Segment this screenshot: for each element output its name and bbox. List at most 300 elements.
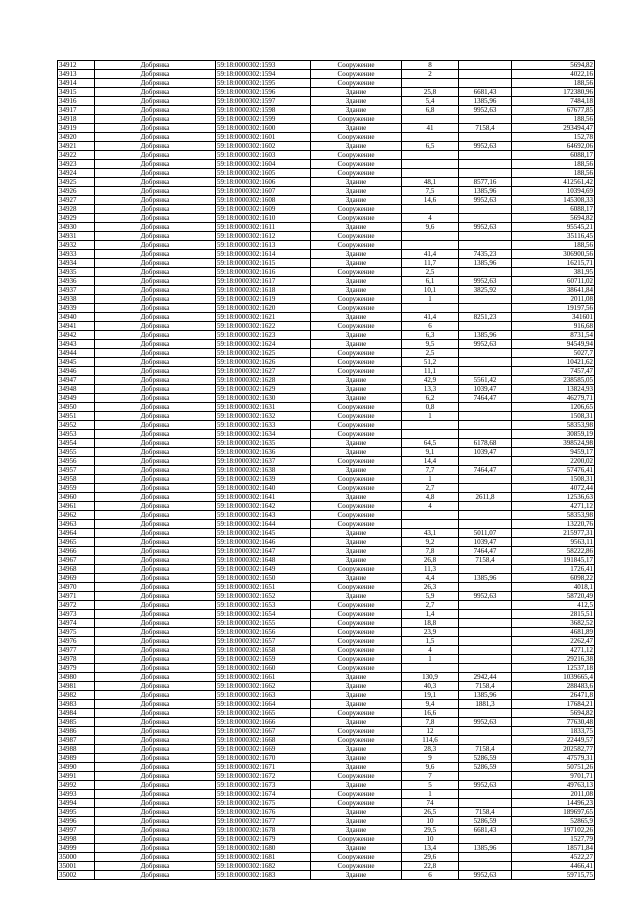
area-cell: 9,2	[402, 538, 459, 547]
locality-cell: Добрянка	[95, 538, 216, 547]
row-number-cell: 34937	[58, 286, 95, 295]
area-cell: 64,5	[402, 439, 459, 448]
cadastral-value-cell: 188,56	[512, 241, 595, 250]
row-number-cell: 34972	[58, 601, 95, 610]
cadastral-value-cell: 12536,63	[512, 493, 595, 502]
table-row	[58, 763, 595, 772]
cadastral-number-cell: 59:18:0000302:1636	[216, 448, 311, 457]
locality-cell: Добрянка	[95, 565, 216, 574]
specific-value-cell	[459, 232, 512, 241]
table-row	[58, 628, 595, 637]
area-cell: 11,3	[402, 565, 459, 574]
cadastral-number-cell: 59:18:0000302:1614	[216, 250, 311, 259]
area-cell: 13,4	[402, 844, 459, 853]
area-cell	[402, 421, 459, 430]
row-number-cell: 34960	[58, 493, 95, 502]
locality-cell: Добрянка	[95, 871, 216, 880]
specific-value-cell: 6681,43	[459, 88, 512, 97]
specific-value-cell: 7464,47	[459, 394, 512, 403]
row-number-cell: 34921	[58, 142, 95, 151]
specific-value-cell	[459, 457, 512, 466]
specific-value-cell	[459, 61, 512, 70]
specific-value-cell	[459, 799, 512, 808]
table-row	[58, 367, 595, 376]
row-number-cell: 34963	[58, 520, 95, 529]
specific-value-cell: 1385,96	[459, 259, 512, 268]
specific-value-cell	[459, 853, 512, 862]
row-number-cell: 34989	[58, 754, 95, 763]
cadastral-number-cell: 59:18:0000302:1641	[216, 493, 311, 502]
row-number-cell: 34917	[58, 106, 95, 115]
table-row	[58, 313, 595, 322]
locality-cell: Добрянка	[95, 322, 216, 331]
cadastral-value-cell: 13220,76	[512, 520, 595, 529]
cadastral-number-cell: 59:18:0000302:1673	[216, 781, 311, 790]
specific-value-cell: 6681,43	[459, 826, 512, 835]
row-number-cell: 34970	[58, 583, 95, 592]
cadastral-value-cell: 188,56	[512, 169, 595, 178]
locality-cell: Добрянка	[95, 592, 216, 601]
locality-cell: Добрянка	[95, 277, 216, 286]
row-number-cell: 34974	[58, 619, 95, 628]
area-cell: 1	[402, 295, 459, 304]
table-row	[58, 178, 595, 187]
row-number-cell: 34948	[58, 385, 95, 394]
table-row	[58, 529, 595, 538]
specific-value-cell: 1385,96	[459, 844, 512, 853]
locality-cell: Добрянка	[95, 781, 216, 790]
locality-cell: Добрянка	[95, 367, 216, 376]
specific-value-cell	[459, 646, 512, 655]
area-cell	[402, 169, 459, 178]
table-row	[58, 745, 595, 754]
locality-cell: Добрянка	[95, 745, 216, 754]
row-number-cell: 34922	[58, 151, 95, 160]
row-number-cell: 34947	[58, 376, 95, 385]
cadastral-value-cell: 3682,52	[512, 619, 595, 628]
object-type-cell: Сооружение	[311, 412, 402, 421]
cadastral-number-cell: 59:18:0000302:1664	[216, 700, 311, 709]
object-type-cell: Сооружение	[311, 241, 402, 250]
area-cell: 29,6	[402, 853, 459, 862]
specific-value-cell	[459, 349, 512, 358]
cadastral-value-cell: 1527,79	[512, 835, 595, 844]
locality-cell: Добрянка	[95, 556, 216, 565]
cadastral-number-cell: 59:18:0000302:1604	[216, 160, 311, 169]
row-number-cell: 34939	[58, 304, 95, 313]
object-type-cell: Сооружение	[311, 151, 402, 160]
cadastral-number-cell: 59:18:0000302:1681	[216, 853, 311, 862]
table-row	[58, 322, 595, 331]
specific-value-cell	[459, 268, 512, 277]
cadastral-value-cell: 1206,65	[512, 403, 595, 412]
cadastral-value-cell: 95545,21	[512, 223, 595, 232]
row-number-cell: 35001	[58, 862, 95, 871]
object-type-cell: Сооружение	[311, 862, 402, 871]
object-type-cell: Сооружение	[311, 565, 402, 574]
row-number-cell: 34952	[58, 421, 95, 430]
cadastral-number-cell: 59:18:0000302:1595	[216, 79, 311, 88]
specific-value-cell	[459, 304, 512, 313]
table-row	[58, 376, 595, 385]
locality-cell: Добрянка	[95, 457, 216, 466]
object-type-cell: Сооружение	[311, 304, 402, 313]
area-cell	[402, 511, 459, 520]
object-type-cell: Здание	[311, 700, 402, 709]
cadastral-number-cell: 59:18:0000302:1615	[216, 259, 311, 268]
cadastral-value-cell: 215977,31	[512, 529, 595, 538]
object-type-cell: Сооружение	[311, 205, 402, 214]
table-row	[58, 439, 595, 448]
locality-cell: Добрянка	[95, 124, 216, 133]
specific-value-cell: 5286,59	[459, 763, 512, 772]
specific-value-cell: 9952,63	[459, 718, 512, 727]
cadastral-value-cell: 29216,38	[512, 655, 595, 664]
object-type-cell: Здание	[311, 97, 402, 106]
cadastral-value-cell: 4072,44	[512, 484, 595, 493]
object-type-cell: Здание	[311, 763, 402, 772]
cadastral-number-cell: 59:18:0000302:1630	[216, 394, 311, 403]
cadastral-number-cell: 59:18:0000302:1663	[216, 691, 311, 700]
table-row	[58, 871, 595, 880]
specific-value-cell: 1385,96	[459, 97, 512, 106]
table-row	[58, 556, 595, 565]
cadastral-value-cell: 4022,16	[512, 70, 595, 79]
cadastral-number-cell: 59:18:0000302:1644	[216, 520, 311, 529]
row-number-cell: 34920	[58, 133, 95, 142]
specific-value-cell: 7435,23	[459, 250, 512, 259]
row-number-cell: 34957	[58, 466, 95, 475]
table-row	[58, 808, 595, 817]
area-cell	[402, 205, 459, 214]
cadastral-value-cell: 188,56	[512, 79, 595, 88]
object-type-cell: Здание	[311, 844, 402, 853]
object-type-cell: Здание	[311, 277, 402, 286]
area-cell	[402, 430, 459, 439]
locality-cell: Добрянка	[95, 718, 216, 727]
specific-value-cell: 1385,96	[459, 331, 512, 340]
row-number-cell: 34971	[58, 592, 95, 601]
object-type-cell: Сооружение	[311, 583, 402, 592]
row-number-cell: 34979	[58, 664, 95, 673]
cadastral-value-cell: 7457,47	[512, 367, 595, 376]
specific-value-cell: 5011,07	[459, 529, 512, 538]
cadastral-number-cell: 59:18:0000302:1599	[216, 115, 311, 124]
cadastral-value-cell: 19197,56	[512, 304, 595, 313]
row-number-cell: 34958	[58, 475, 95, 484]
row-number-cell: 34956	[58, 457, 95, 466]
area-cell: 4,4	[402, 574, 459, 583]
row-number-cell: 34916	[58, 97, 95, 106]
locality-cell: Добрянка	[95, 394, 216, 403]
cadastral-number-cell: 59:18:0000302:1672	[216, 772, 311, 781]
locality-cell: Добрянка	[95, 79, 216, 88]
locality-cell: Добрянка	[95, 817, 216, 826]
area-cell: 130,9	[402, 673, 459, 682]
object-type-cell: Здание	[311, 178, 402, 187]
cadastral-number-cell: 59:18:0000302:1660	[216, 664, 311, 673]
specific-value-cell	[459, 412, 512, 421]
object-type-cell: Сооружение	[311, 115, 402, 124]
row-number-cell: 34985	[58, 718, 95, 727]
cadastral-value-cell: 341601	[512, 313, 595, 322]
area-cell: 6,8	[402, 106, 459, 115]
specific-value-cell	[459, 475, 512, 484]
row-number-cell: 34962	[58, 511, 95, 520]
locality-cell: Добрянка	[95, 511, 216, 520]
area-cell: 26,8	[402, 556, 459, 565]
cadastral-value-cell: 191845,17	[512, 556, 595, 565]
cadastral-value-table	[57, 60, 595, 880]
locality-cell: Добрянка	[95, 628, 216, 637]
table-row	[58, 250, 595, 259]
table-row	[58, 88, 595, 97]
locality-cell: Добрянка	[95, 259, 216, 268]
locality-cell: Добрянка	[95, 727, 216, 736]
specific-value-cell: 8577,16	[459, 178, 512, 187]
cadastral-value-cell: 10421,62	[512, 358, 595, 367]
locality-cell: Добрянка	[95, 835, 216, 844]
specific-value-cell	[459, 610, 512, 619]
object-type-cell: Сооружение	[311, 655, 402, 664]
cadastral-value-cell: 197102,26	[512, 826, 595, 835]
area-cell: 48,1	[402, 178, 459, 187]
table-row	[58, 187, 595, 196]
cadastral-number-cell: 59:18:0000302:1603	[216, 151, 311, 160]
table-row	[58, 709, 595, 718]
locality-cell: Добрянка	[95, 583, 216, 592]
cadastral-number-cell: 59:18:0000302:1626	[216, 358, 311, 367]
locality-cell: Добрянка	[95, 196, 216, 205]
object-type-cell: Здание	[311, 808, 402, 817]
row-number-cell: 34991	[58, 772, 95, 781]
object-type-cell: Здание	[311, 817, 402, 826]
cadastral-value-cell: 916,68	[512, 322, 595, 331]
table-row	[58, 268, 595, 277]
table-row	[58, 592, 595, 601]
cadastral-value-cell: 9701,71	[512, 772, 595, 781]
area-cell: 9,1	[402, 448, 459, 457]
object-type-cell: Сооружение	[311, 349, 402, 358]
table-row	[58, 151, 595, 160]
object-type-cell: Сооружение	[311, 619, 402, 628]
table-row	[58, 502, 595, 511]
row-number-cell: 34981	[58, 682, 95, 691]
cadastral-value-cell: 58353,98	[512, 511, 595, 520]
row-number-cell: 34912	[58, 61, 95, 70]
object-type-cell: Сооружение	[311, 70, 402, 79]
specific-value-cell: 1385,96	[459, 574, 512, 583]
specific-value-cell	[459, 151, 512, 160]
cadastral-value-cell: 14496,23	[512, 799, 595, 808]
locality-cell: Добрянка	[95, 241, 216, 250]
cadastral-number-cell: 59:18:0000302:1649	[216, 565, 311, 574]
specific-value-cell: 1039,47	[459, 538, 512, 547]
specific-value-cell	[459, 619, 512, 628]
specific-value-cell: 3825,92	[459, 286, 512, 295]
specific-value-cell	[459, 367, 512, 376]
table-row	[58, 700, 595, 709]
table-row	[58, 565, 595, 574]
object-type-cell: Сооружение	[311, 772, 402, 781]
specific-value-cell	[459, 790, 512, 799]
cadastral-number-cell: 59:18:0000302:1678	[216, 826, 311, 835]
locality-cell: Добрянка	[95, 610, 216, 619]
object-type-cell: Сооружение	[311, 475, 402, 484]
area-cell: 74	[402, 799, 459, 808]
cadastral-value-cell: 17684,21	[512, 700, 595, 709]
object-type-cell: Здание	[311, 538, 402, 547]
table-row	[58, 331, 595, 340]
cadastral-value-cell: 30859,19	[512, 430, 595, 439]
area-cell: 6,5	[402, 142, 459, 151]
locality-cell: Добрянка	[95, 331, 216, 340]
specific-value-cell	[459, 565, 512, 574]
area-cell: 6,3	[402, 331, 459, 340]
specific-value-cell	[459, 430, 512, 439]
locality-cell: Добрянка	[95, 115, 216, 124]
table-row	[58, 772, 595, 781]
cadastral-number-cell: 59:18:0000302:1624	[216, 340, 311, 349]
object-type-cell: Здание	[311, 871, 402, 880]
specific-value-cell: 7158,4	[459, 556, 512, 565]
area-cell	[402, 304, 459, 313]
cadastral-value-cell: 49763,13	[512, 781, 595, 790]
specific-value-cell	[459, 79, 512, 88]
object-type-cell: Сооружение	[311, 421, 402, 430]
specific-value-cell: 1385,96	[459, 691, 512, 700]
object-type-cell: Здание	[311, 187, 402, 196]
area-cell: 12	[402, 727, 459, 736]
locality-cell: Добрянка	[95, 178, 216, 187]
area-cell: 26,5	[402, 808, 459, 817]
cadastral-value-cell: 13824,93	[512, 385, 595, 394]
cadastral-number-cell: 59:18:0000302:1628	[216, 376, 311, 385]
cadastral-value-cell: 67677,85	[512, 106, 595, 115]
cadastral-number-cell: 59:18:0000302:1608	[216, 196, 311, 205]
specific-value-cell: 9952,63	[459, 196, 512, 205]
specific-value-cell	[459, 133, 512, 142]
object-type-cell: Здание	[311, 124, 402, 133]
area-cell	[402, 79, 459, 88]
cadastral-number-cell: 59:18:0000302:1610	[216, 214, 311, 223]
locality-cell: Добрянка	[95, 205, 216, 214]
row-number-cell: 34983	[58, 700, 95, 709]
object-type-cell: Здание	[311, 142, 402, 151]
row-number-cell: 35000	[58, 853, 95, 862]
object-type-cell: Сооружение	[311, 214, 402, 223]
locality-cell: Добрянка	[95, 142, 216, 151]
area-cell: 41,4	[402, 313, 459, 322]
row-number-cell: 34953	[58, 430, 95, 439]
locality-cell: Добрянка	[95, 349, 216, 358]
cadastral-number-cell: 59:18:0000302:1619	[216, 295, 311, 304]
table-row	[58, 241, 595, 250]
specific-value-cell: 9952,63	[459, 223, 512, 232]
locality-cell: Добрянка	[95, 61, 216, 70]
table-row	[58, 691, 595, 700]
object-type-cell: Сооружение	[311, 799, 402, 808]
cadastral-value-cell: 4271,12	[512, 646, 595, 655]
object-type-cell: Здание	[311, 313, 402, 322]
area-cell: 28,3	[402, 745, 459, 754]
cadastral-value-cell: 6098,22	[512, 574, 595, 583]
row-number-cell: 34951	[58, 412, 95, 421]
cadastral-value-cell: 152,78	[512, 133, 595, 142]
object-type-cell: Сооружение	[311, 367, 402, 376]
object-type-cell: Здание	[311, 106, 402, 115]
locality-cell: Добрянка	[95, 358, 216, 367]
cadastral-number-cell: 59:18:0000302:1597	[216, 97, 311, 106]
locality-cell: Добрянка	[95, 268, 216, 277]
table-row	[58, 205, 595, 214]
cadastral-number-cell: 59:18:0000302:1598	[216, 106, 311, 115]
object-type-cell: Здание	[311, 673, 402, 682]
row-number-cell: 34961	[58, 502, 95, 511]
locality-cell: Добрянка	[95, 97, 216, 106]
cadastral-number-cell: 59:18:0000302:1670	[216, 754, 311, 763]
locality-cell: Добрянка	[95, 709, 216, 718]
object-type-cell: Сооружение	[311, 646, 402, 655]
locality-cell: Добрянка	[95, 520, 216, 529]
specific-value-cell: 1881,3	[459, 700, 512, 709]
table-row	[58, 421, 595, 430]
row-number-cell: 35002	[58, 871, 95, 880]
specific-value-cell	[459, 70, 512, 79]
table-row	[58, 295, 595, 304]
cadastral-number-cell: 59:18:0000302:1642	[216, 502, 311, 511]
cadastral-value-cell: 5694,82	[512, 709, 595, 718]
row-number-cell: 34959	[58, 484, 95, 493]
area-cell: 8	[402, 61, 459, 70]
table-row	[58, 385, 595, 394]
area-cell	[402, 664, 459, 673]
area-cell: 1,5	[402, 637, 459, 646]
area-cell: 23,9	[402, 628, 459, 637]
object-type-cell: Сооружение	[311, 520, 402, 529]
row-number-cell: 34988	[58, 745, 95, 754]
specific-value-cell: 8251,23	[459, 313, 512, 322]
area-cell: 43,1	[402, 529, 459, 538]
row-number-cell: 34998	[58, 835, 95, 844]
locality-cell: Добрянка	[95, 736, 216, 745]
table-row	[58, 169, 595, 178]
cadastral-value-cell: 9459,17	[512, 448, 595, 457]
object-type-cell: Сооружение	[311, 169, 402, 178]
cadastral-number-cell: 59:18:0000302:1645	[216, 529, 311, 538]
specific-value-cell: 9952,63	[459, 340, 512, 349]
cadastral-value-cell: 2011,08	[512, 790, 595, 799]
cadastral-value-cell: 306900,56	[512, 250, 595, 259]
cadastral-number-cell: 59:18:0000302:1656	[216, 628, 311, 637]
object-type-cell: Сооружение	[311, 502, 402, 511]
locality-cell: Добрянка	[95, 646, 216, 655]
object-type-cell: Сооружение	[311, 628, 402, 637]
row-number-cell: 34965	[58, 538, 95, 547]
cadastral-number-cell: 59:18:0000302:1671	[216, 763, 311, 772]
cadastral-value-cell: 412,5	[512, 601, 595, 610]
locality-cell: Добрянка	[95, 790, 216, 799]
area-cell: 6,1	[402, 277, 459, 286]
row-number-cell: 34984	[58, 709, 95, 718]
specific-value-cell: 5286,59	[459, 754, 512, 763]
area-cell: 29,5	[402, 826, 459, 835]
object-type-cell: Здание	[311, 547, 402, 556]
row-number-cell: 34935	[58, 268, 95, 277]
table-row	[58, 835, 595, 844]
locality-cell: Добрянка	[95, 313, 216, 322]
table-row	[58, 754, 595, 763]
